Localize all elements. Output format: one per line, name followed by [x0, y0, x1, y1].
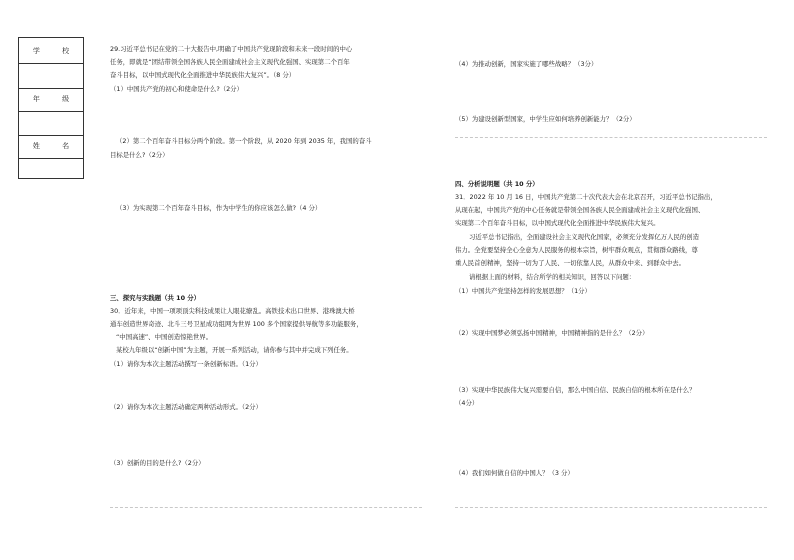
q31-sub3-line-1: （3）实现中华民族伟大复兴需要自信，那么中国自信、民族自信的根本所在是什么？	[455, 386, 696, 394]
name-label: 姓 名	[32, 142, 80, 150]
q29-line-2: 任务，即就是“团结带领全国各族人民全面建成社会主义现代化强国、实现第二个百年	[110, 58, 350, 66]
q29-sub2-line-2: 目标是什么?（2分）	[110, 151, 169, 159]
q31-sub3-line-2: （4分）	[455, 399, 479, 407]
q29-line-3: 奋斗目标，以中国式现代化全面推进中华民族伟大复兴”。（8 分）	[110, 71, 296, 79]
q30-line-3: “中国高速”、中国创造惊艳世界。	[116, 333, 213, 341]
table-divider	[19, 158, 83, 159]
q31-line-1: 31．2022 年 10 月 16 日，中国共产党第二十次代表大会在北京召开，习近平总书记指出，	[455, 193, 717, 201]
table-divider	[19, 88, 83, 89]
section3-heading: 三、探究与实践题（共 10 分）	[110, 294, 201, 302]
q30-sub4: （4）为推动创新，国家实施了哪些战略？（3分）	[455, 60, 598, 68]
student-info-table	[18, 37, 84, 179]
q30-line-1: 30．近年来，中国一项项顶尖科技成果让人眼花缭乱。高铁技术出口世界、港珠澳大桥	[110, 307, 355, 315]
q31-line-2: 从现在起，中国共产党的中心任务就是带领全国各族人民全面建成社会主义现代化强国、	[455, 206, 705, 214]
grade-label: 年 级	[32, 95, 80, 103]
q30-sub2: （2）请你为本次主题活动确定两种活动形式。（2分）	[110, 403, 262, 411]
table-divider	[19, 135, 83, 136]
q31-sub4: （4）我们如何做自信的中国人？（3 分）	[455, 469, 574, 477]
q29-sub1: （1）中国共产党的初心和使命是什么?（2分）	[110, 85, 243, 93]
q30-sub1: （1）请你为本次主题活动撰写一条创新标语。（1分）	[110, 360, 262, 368]
q30-line-4: 某校九年级以“创新中国”为主题，开展一系列活动，请你参与其中并完成下列任务。	[116, 346, 353, 354]
q29-sub2-line-1: （2）第二个百年奋斗目标分两个阶段。第一个阶段，从 2020 年到 2035 年，我国的奋斗	[116, 137, 372, 145]
q31-sub1: （1）中国共产党坚持怎样的发展思想？（1分）	[455, 287, 591, 295]
column-bottom-divider	[455, 507, 767, 508]
q29-sub3: （3）为实现第二个百年奋斗目标，作为中学生的你应该怎么做?（4 分）	[116, 204, 322, 212]
school-label: 学 校	[32, 47, 80, 55]
q31-line-7: 请根据上面的材料，结合所学的相关知识，回答以下问题：	[469, 273, 636, 281]
q31-line-4: 习近平总书记指出，全面建设社会主义现代化国家，必须充分发挥亿万人民的创造	[469, 233, 700, 241]
table-divider	[19, 111, 83, 112]
q31-line-6: 重人民首创精神，坚持一切为了人民、一切依靠人民，从群众中来、到群众中去。	[455, 259, 686, 267]
q31-line-5: 伟力。全党要坚持全心全意为人民服务的根本宗旨，树牢群众观点，贯彻群众路线，尊	[455, 246, 698, 254]
q31-line-3: 实现第二个百年奋斗目标，以中国式现代化全面推进中华民族伟大复兴。	[455, 219, 660, 227]
column-bottom-divider	[110, 507, 422, 508]
q30-sub5: （5）为建设创新型国家，中学生应如何培养创新能力？（2分）	[455, 115, 636, 123]
section-divider	[455, 137, 767, 138]
q30-line-2: 通车创造世界奇迹、北斗三号卫星成功组网为世界 100 多个国家提供导航等多功能服务，	[110, 320, 363, 328]
table-divider	[19, 63, 83, 64]
q31-sub2: （2）实现中国梦必须弘扬中国精神，中国精神指的是什么？（2分）	[455, 329, 649, 337]
q30-sub3: （3）创新的目的是什么?（2分）	[110, 459, 205, 467]
section4-heading: 四、分析说明题（共 10 分）	[455, 180, 539, 188]
q29-line-1: 29.习近平总书记在党的二十大报告中,明确了中国共产党现阶段和未来一段时间的中心	[110, 45, 353, 53]
